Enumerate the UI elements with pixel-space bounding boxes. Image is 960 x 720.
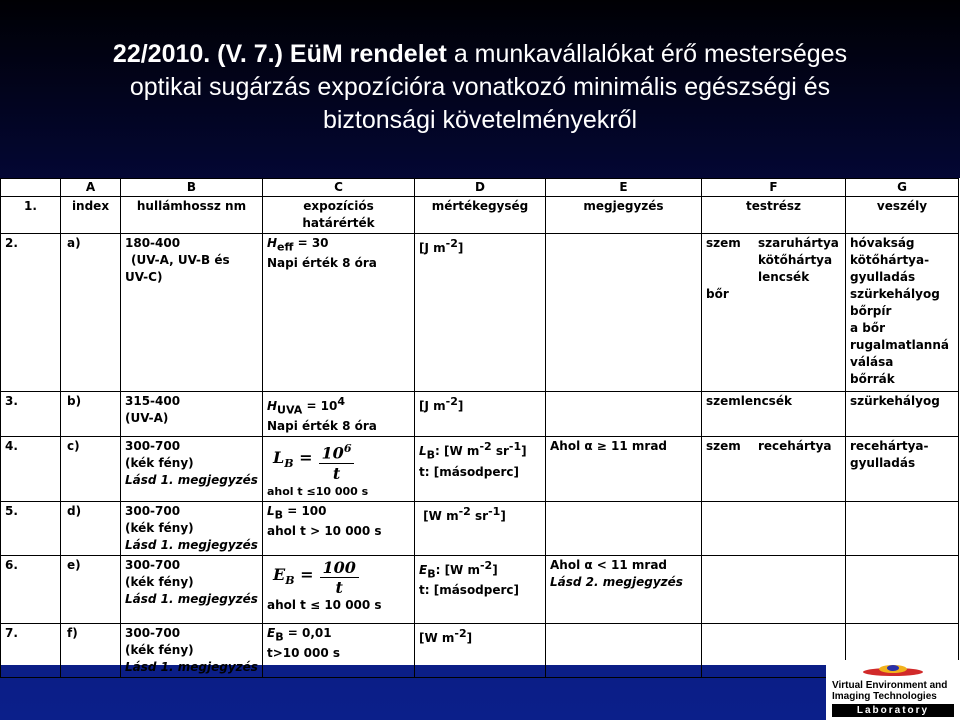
hazard-line: gyulladás (850, 270, 916, 284)
body-part-tissue: kötőhártya (758, 253, 833, 267)
table-row (1, 392, 959, 437)
title-line-1-rest: a munkavállalókat érő mesterséges (446, 40, 848, 68)
corner-cell (1, 179, 61, 197)
unit-line: $L_B$: [W $m^{-2}$ $sr^{-1}$] (419, 440, 527, 462)
wavelength-cell (121, 437, 263, 501)
col-letter-d: D (415, 179, 546, 197)
hazard-line: gyulladás (850, 456, 916, 471)
col-letter-g: G (846, 179, 959, 197)
lab-logo-line-2: Imaging Technologies (832, 691, 937, 702)
row-index: e) (61, 555, 121, 623)
body-part-cell (702, 555, 846, 623)
wavelength-line: (UV-A) (125, 411, 169, 425)
header-exposure-limit (263, 197, 415, 234)
body-part-region: bőr (706, 287, 729, 301)
header-body-part: testrész (702, 197, 846, 234)
hazard-line: bőrrák (850, 372, 895, 386)
body-part-cell: szemlencsék (702, 392, 846, 437)
body-part-tissue: recehártya (758, 439, 832, 454)
unit-line: t: [másodperc] (419, 464, 520, 479)
exposure-formula (273, 558, 410, 597)
unit-cell: [W $m^{-2}$] (415, 623, 546, 677)
wavelength-cell (121, 392, 263, 437)
wavelength-cell (121, 623, 263, 677)
hazard-line: kötőhártya- (850, 253, 930, 267)
body-part-pair (706, 269, 841, 286)
note-line: Ahol α < 11 mrad (550, 557, 668, 572)
note-cell (546, 555, 702, 623)
unit-line: $E_B$: [W $m^{-2}$] (419, 558, 498, 581)
table-row (1, 623, 959, 677)
wavelength-line: Lásd 1. megjegyzés (125, 473, 258, 488)
hazard-line: hóvakság (850, 236, 915, 250)
header-row (1, 197, 959, 234)
exposure-limit-cell (263, 555, 415, 623)
row-number: 5. (1, 501, 61, 555)
body-part-cell (702, 501, 846, 555)
wavelength-line: 180-400 (125, 236, 181, 250)
hazard-cell: szürkehályog (846, 392, 959, 437)
body-part-region (706, 269, 758, 286)
wavelength-line: (UV-A, UV-B és (131, 253, 230, 267)
row-index: b) (61, 392, 121, 437)
exposure-limit-cell (263, 623, 415, 677)
exposure-limits-table-wrap (0, 178, 960, 674)
unit-line: t: [másodperc] (419, 583, 520, 598)
row-number: 1. (1, 197, 61, 234)
wavelength-line: 300-700 (125, 439, 181, 454)
wavelength-line: (kék fény) (125, 456, 194, 471)
exposure-limit-cell (263, 392, 415, 437)
hazard-line: recehártya- (850, 439, 929, 454)
formula-numerator: $10^6$ (319, 439, 355, 463)
unit-cell (415, 555, 546, 623)
exposure-formula (273, 439, 410, 482)
col-letter-f: F (702, 179, 846, 197)
header-note: megjegyzés (546, 197, 702, 234)
body-part-cell (702, 437, 846, 501)
wavelength-line: 300-700 (125, 503, 181, 518)
table-row (1, 437, 959, 501)
note-cell: Ahol α ≥ 11 mrad (546, 437, 702, 501)
lab-logo-line-3: Laboratory (832, 704, 954, 717)
exposure-condition: ahol t ≤ 10 000 s (267, 597, 382, 612)
header-unit: mértékegység (415, 197, 546, 234)
note-cell (546, 501, 702, 555)
exposure-limit-cell (263, 501, 415, 555)
title-line-1 (20, 38, 940, 71)
title-regulation: 22/2010. (V. 7.) EüM rendelet (112, 40, 447, 68)
wavelength-line: UV-C) (125, 270, 163, 284)
col-letter-e: E (546, 179, 702, 197)
body-part-cell (702, 623, 846, 677)
exposure-line: $E_B = 0,01$ (267, 625, 332, 644)
title-line-3: biztonsági követelményekről (322, 106, 638, 134)
row-number: 3. (1, 392, 61, 437)
row-number: 4. (1, 437, 61, 501)
body-part-pair (706, 286, 841, 303)
col-letter-b: B (121, 179, 263, 197)
hazard-line: a bőr (850, 321, 886, 335)
hazard-line: szürkehályog (850, 287, 940, 301)
row-index: f) (61, 623, 121, 677)
exposure-line: ahol t > 10 000 s (267, 524, 382, 539)
body-part-region: szem (706, 439, 741, 454)
exposure-limit-cell (263, 234, 415, 392)
wavelength-line: 300-700 (125, 625, 181, 640)
exposure-limits-table (0, 178, 959, 678)
body-part-pair (706, 438, 841, 455)
table-row (1, 234, 959, 392)
wavelength-line: Lásd 1. megjegyzés (125, 591, 258, 606)
wavelength-line: (kék fény) (125, 642, 194, 657)
hazard-line: rugalmatlanná (850, 338, 949, 352)
body-part-tissue: szaruhártya (758, 236, 839, 250)
formula-numerator: 100 (320, 558, 359, 578)
exposure-line: t>10 000 s (267, 646, 341, 661)
unit-cell: [J $m^{-2}$] (415, 392, 546, 437)
hazard-cell (846, 437, 959, 501)
header-exposure-line2: határérték (302, 216, 375, 230)
wavelength-cell (121, 555, 263, 623)
table-row (1, 555, 959, 623)
row-index: d) (61, 501, 121, 555)
header-exposure-line1: expozíciós (303, 199, 374, 213)
row-index: a) (61, 234, 121, 392)
formula-denominator: t (335, 577, 343, 597)
header-hazard: veszély (846, 197, 959, 234)
wavelength-line: (kék fény) (125, 574, 194, 589)
wavelength-line: (kék fény) (125, 520, 194, 535)
formula-denominator: t (332, 463, 341, 483)
wavelength-line: 300-700 (125, 557, 181, 572)
row-number: 2. (1, 234, 61, 392)
row-number: 6. (1, 555, 61, 623)
hazard-line: válása (850, 355, 894, 369)
formula-fraction (319, 439, 355, 482)
body-part-pair (706, 252, 841, 269)
exposure-limit-cell (263, 437, 415, 501)
body-part-pair (706, 235, 841, 252)
table-row (1, 501, 959, 555)
col-letter-a: A (61, 179, 121, 197)
note-cell (546, 234, 702, 392)
body-part-region: szem (706, 236, 741, 250)
column-letter-row (1, 179, 959, 197)
lab-logo (826, 660, 960, 720)
body-part-region (706, 252, 758, 269)
header-index: index (61, 197, 121, 234)
exposure-condition: ahol t ≤10 000 s (267, 484, 369, 498)
body-part-cell (702, 234, 846, 392)
exposure-line: $H_{eff} = 30$ (267, 236, 329, 254)
formula-fraction (320, 558, 359, 597)
wavelength-line: 315-400 (125, 394, 181, 408)
exposure-line: Napi érték 8 óra (267, 419, 377, 434)
hazard-cell (846, 555, 959, 623)
note-line: Lásd 2. megjegyzés (550, 574, 683, 589)
unit-cell: [J $m^{-2}$] (415, 234, 546, 392)
wavelength-cell (121, 501, 263, 555)
formula-lhs: $L_B$ = (273, 448, 313, 471)
hazard-line: bőrpír (850, 304, 892, 318)
hazard-cell (846, 234, 959, 392)
exposure-line: $L_B = 100$ (267, 503, 327, 522)
lab-logo-mark-icon (860, 662, 926, 676)
hazard-cell (846, 501, 959, 555)
title-line-2: optikai sugárzás expozícióra vonatkozó minimális egészségi és (129, 73, 831, 101)
slide-title (20, 38, 940, 137)
exposure-line: $H_{UVA} = 10^4$ (267, 395, 346, 417)
formula-lhs: $E_B$ = (273, 564, 314, 587)
row-number: 7. (1, 623, 61, 677)
header-wavelength: hullámhossz nm (121, 197, 263, 234)
unit-cell (415, 437, 546, 501)
note-cell (546, 392, 702, 437)
body-part-tissue: lencsék (758, 270, 810, 284)
unit-cell: [W $m^{-2}$ $sr^{-1}$] (415, 501, 546, 555)
wavelength-cell (121, 234, 263, 392)
wavelength-line: Lásd 1. megjegyzés (125, 659, 258, 674)
note-cell (546, 623, 702, 677)
exposure-line: Napi érték 8 óra (267, 256, 377, 271)
lab-logo-line-1: Virtual Environment and (832, 680, 948, 691)
wavelength-line: Lásd 1. megjegyzés (125, 537, 258, 552)
col-letter-c: C (263, 179, 415, 197)
row-index: c) (61, 437, 121, 501)
